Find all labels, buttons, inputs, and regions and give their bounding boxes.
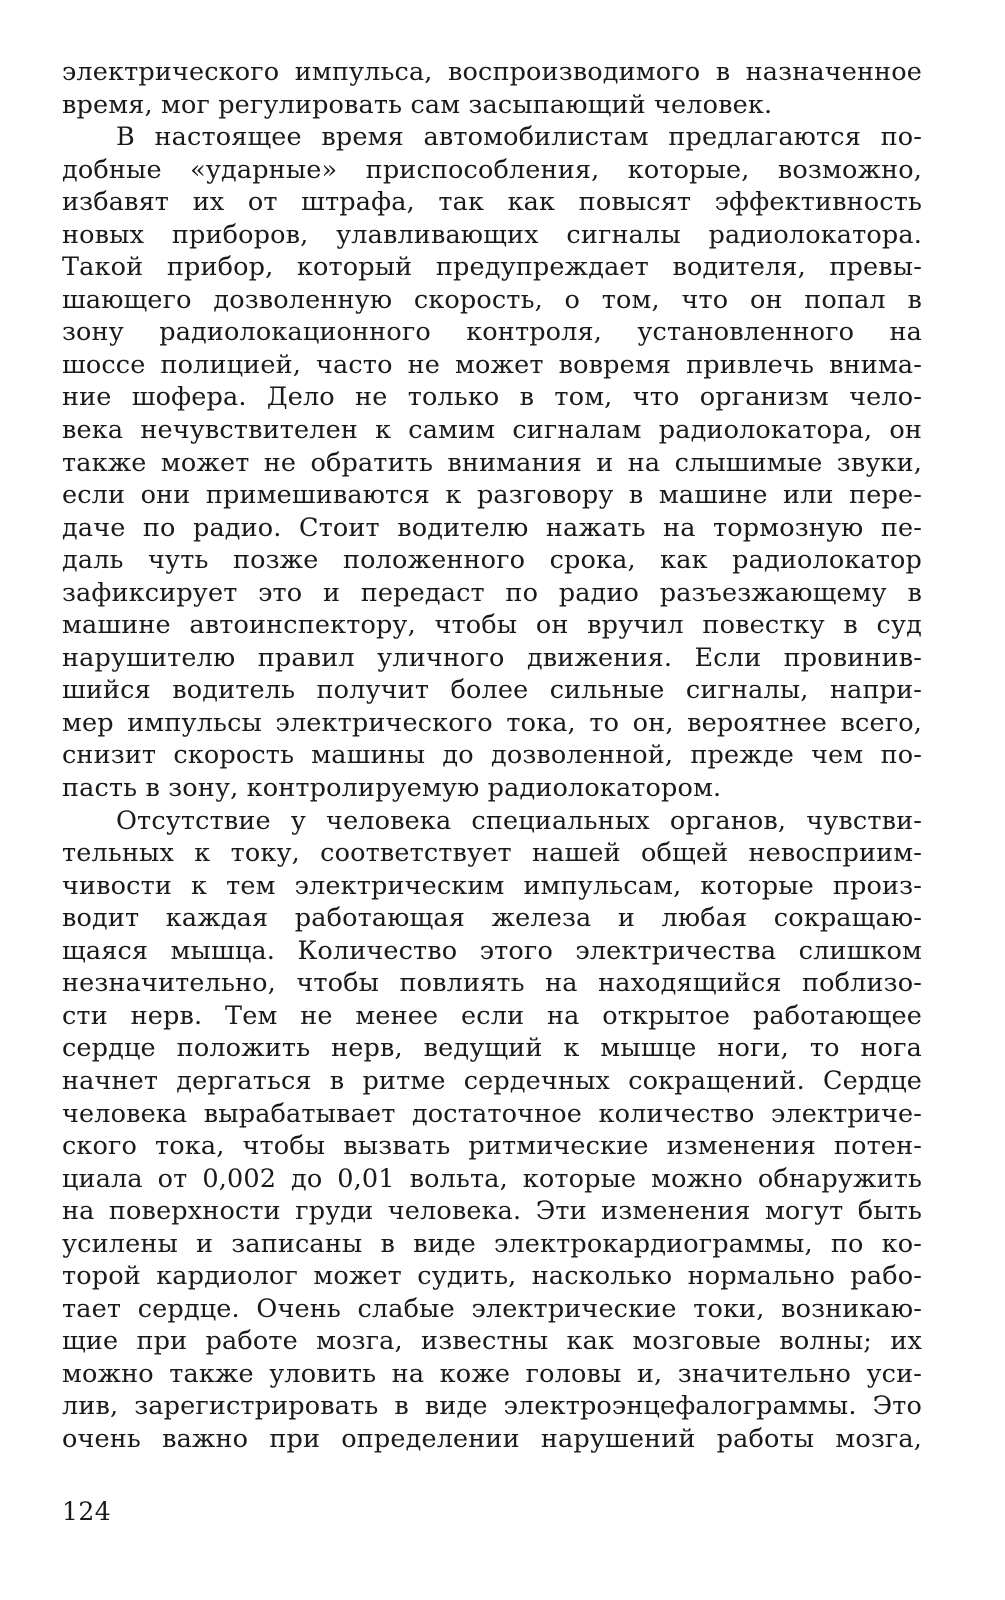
- text-line: снизит скорость машины до дозволенной, прежде чем по-: [62, 740, 922, 771]
- paragraph-1: [62, 56, 922, 121]
- text-line: начнет дергаться в ритме сердечных сокращений. Сердце: [62, 1065, 922, 1096]
- text-line: чивости к тем электрическим импульсам, которые произ-: [62, 870, 922, 901]
- text-line: торой кардиолог может судить, насколько нормально рабо-: [62, 1261, 922, 1292]
- text-line: мер импульсы электрического тока, то он, вероятнее всего,: [62, 707, 922, 738]
- text-line: века нечувствителен к самим сигналам радиолокатора, он: [62, 415, 922, 446]
- text-line: зону радиолокационного контроля, установленного на: [62, 317, 922, 348]
- text-line: незначительно, чтобы повлиять на находящийся поблизо-: [62, 968, 922, 999]
- text-line: даль чуть позже положенного срока, как радиолокатор: [62, 545, 922, 576]
- text-line: тельных к току, соответствует нашей общей невосприим-: [62, 838, 922, 869]
- text-line: водит каждая работающая железа и любая сокращаю-: [62, 903, 922, 934]
- text-line: даче по радио. Стоит водителю нажать на тормозную пе-: [62, 512, 922, 543]
- text-line: лив, зарегистрировать в виде электроэнцефалограммы. Это: [62, 1391, 922, 1422]
- text-line: В настоящее время автомобилистам предлагаются по-: [116, 122, 922, 153]
- text-line: машине автоинспектору, чтобы он вручил повестку в суд: [62, 610, 922, 641]
- text-line: усилены и записаны в виде электрокардиограммы, по ко-: [62, 1228, 922, 1259]
- text-line: можно также уловить на коже головы и, значительно уси-: [62, 1358, 922, 1389]
- text-line: также может не обратить внимания и на слышимые звуки,: [62, 447, 922, 478]
- text-line: сти нерв. Тем не менее если на открытое работающее: [62, 1000, 922, 1031]
- text-line: очень важно при определении нарушений работы мозга,: [62, 1423, 922, 1454]
- text-line: ние шофера. Дело не только в том, что организм чело-: [62, 382, 922, 413]
- text-line: шийся водитель получит более сильные сигналы, напри-: [62, 675, 922, 706]
- text-line: пасть в зону, контролируемую радиолокатором.: [62, 773, 722, 804]
- text-line: новых приборов, улавливающих сигналы радиолокатора.: [62, 219, 922, 250]
- page-number: 124: [62, 1497, 112, 1526]
- text-line: сердце положить нерв, ведущий к мышце ноги, то нога: [62, 1033, 922, 1064]
- text-line: циала от 0,002 до 0,01 вольта, которые можно обнаружить: [62, 1163, 922, 1194]
- text-line: щие при работе мозга, известны как мозговые волны; их: [62, 1326, 922, 1357]
- text-line: на поверхности груди человека. Эти изменения могут быть: [62, 1196, 922, 1227]
- page-body: [62, 56, 922, 1456]
- paragraph-3: [62, 805, 922, 1456]
- text-line: электрического импульса, воспроизводимого в назначенное: [62, 57, 922, 87]
- text-line: если они примешиваются к разговору в машине или пере-: [62, 480, 922, 511]
- text-line: добные «ударные» приспособления, которые, возможно,: [62, 154, 922, 185]
- text-line: Такой прибор, который предупреждает водителя, превы-: [62, 252, 922, 283]
- text-line: щаяся мышца. Количество этого электричества слишком: [62, 935, 922, 966]
- text-line: время, мог регулировать сам засыпающий человек.: [62, 89, 773, 120]
- text-line: Отсутствие у человека специальных органов, чувстви-: [116, 805, 922, 836]
- text-line: зафиксирует это и передаст по радио разъезжающему в: [62, 577, 922, 608]
- text-line: человека вырабатывает достаточное количество электриче-: [62, 1098, 922, 1129]
- paragraph-2: [62, 121, 922, 804]
- text-line: шающего дозволенную скорость, о том, что он попал в: [62, 284, 922, 315]
- text-line: ского тока, чтобы вызвать ритмические изменения потен-: [62, 1131, 922, 1162]
- text-line: тает сердце. Очень слабые электрические токи, возникаю-: [62, 1293, 922, 1324]
- text-line: шоссе полицией, часто не может вовремя привлечь внима-: [62, 349, 922, 380]
- text-line: нарушителю правил уличного движения. Если провинив-: [62, 642, 922, 673]
- text-line: избавят их от штрафа, так как повысят эффективность: [62, 187, 922, 218]
